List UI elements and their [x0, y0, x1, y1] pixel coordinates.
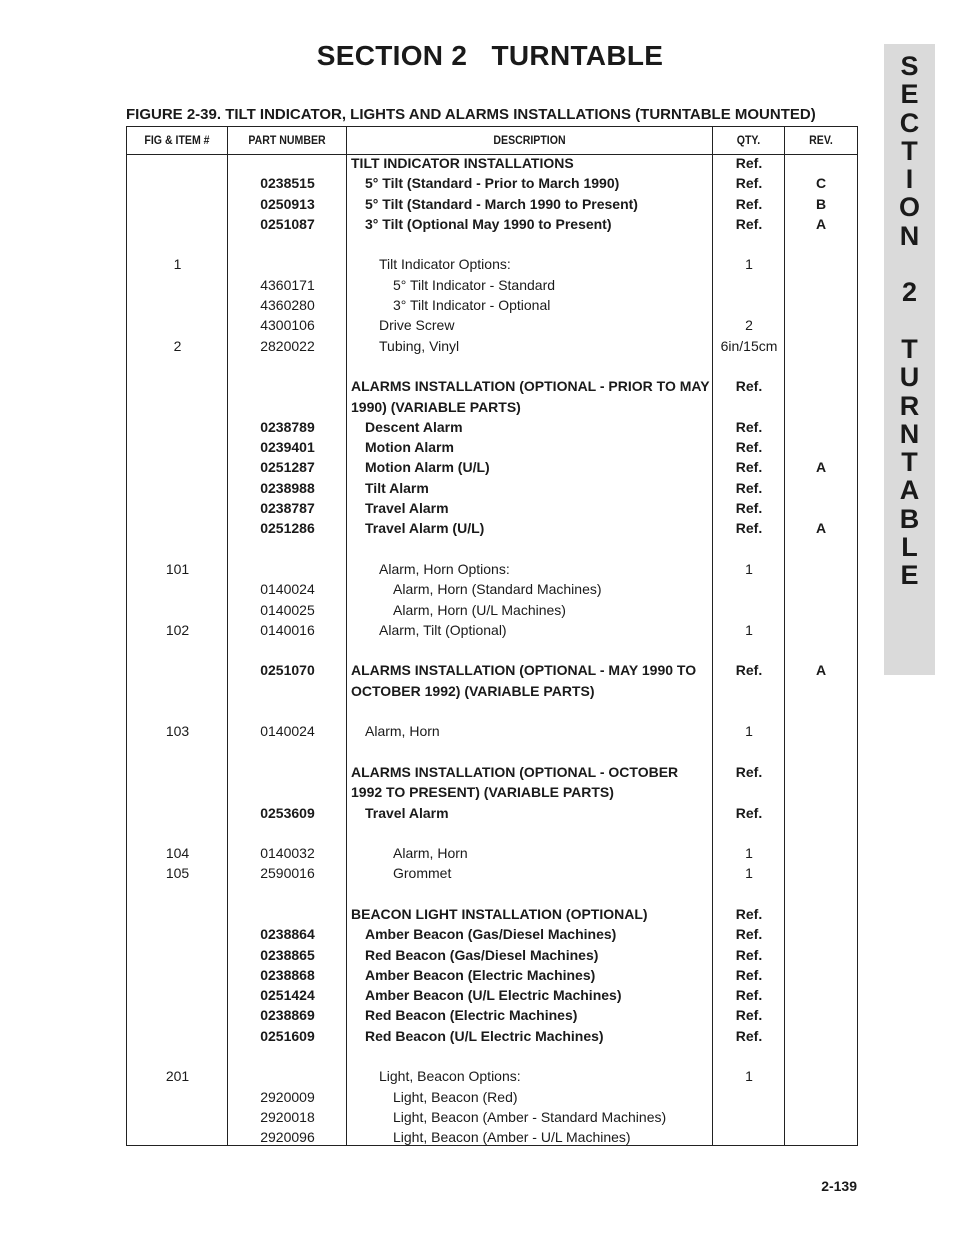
part-number-cell: 0140016 [260, 621, 315, 638]
description-cell: Tilt Indicator Options: [379, 256, 511, 273]
part-number-cell: 0238864 [260, 926, 315, 943]
side-tab-letter: 2 [901, 277, 918, 308]
qty-cell: Ref. [735, 1007, 763, 1024]
description-cell: Red Beacon (Electric Machines) [365, 1007, 578, 1024]
section-side-tab [884, 44, 935, 675]
fig-item-cell: 103 [165, 723, 190, 740]
side-tab-letter: C [899, 107, 920, 138]
table-row [127, 216, 857, 236]
fig-item-cell: 105 [165, 865, 190, 882]
table-row [127, 926, 857, 946]
header-description: DESCRIPTION [493, 133, 566, 147]
description-cell: Alarm, Horn [365, 723, 440, 740]
description-cell: Alarm, Tilt (Optional) [379, 621, 507, 638]
table-row [127, 906, 857, 926]
part-number-cell: 2590016 [260, 865, 315, 882]
part-number-cell: 2920018 [260, 1108, 315, 1125]
qty-cell: Ref. [735, 500, 763, 517]
qty-cell: Ref. [735, 479, 763, 496]
qty-cell: Ref. [735, 987, 763, 1004]
table-row [127, 1089, 857, 1109]
description-cell: 3° Tilt (Optional May 1990 to Present) [365, 215, 612, 232]
table-row [127, 784, 857, 804]
side-tab-letter: A [899, 475, 920, 506]
table-row [127, 236, 857, 256]
table-row [127, 865, 857, 885]
qty-cell: 1 [745, 723, 753, 740]
table-row [127, 520, 857, 540]
table-row [127, 602, 857, 622]
table-row [127, 277, 857, 297]
table-row [127, 1068, 857, 1088]
part-number-cell: 0253609 [260, 804, 315, 821]
side-tab-letter: E [900, 560, 919, 591]
description-cell: ALARMS INSTALLATION (OPTIONAL - OCTOBER [351, 763, 679, 780]
description-cell: Travel Alarm [365, 804, 449, 821]
rev-cell: A [815, 520, 827, 537]
table-row [127, 480, 857, 500]
part-number-cell: 0251087 [260, 215, 315, 232]
side-tab-letter: E [900, 79, 919, 110]
table-row [127, 1028, 857, 1048]
part-number-cell: 4300106 [260, 317, 315, 334]
qty-cell: 1 [745, 845, 753, 862]
qty-cell: Ref. [735, 459, 763, 476]
description-cell: Alarm, Horn (U/L Machines) [393, 601, 566, 618]
description-cell: Alarm, Horn [393, 845, 468, 862]
description-cell: Motion Alarm (U/L) [365, 459, 490, 476]
fig-item-cell: 201 [165, 1068, 190, 1085]
part-number-cell: 0251424 [260, 987, 315, 1004]
table-row [127, 622, 857, 642]
description-cell: Tubing, Vinyl [379, 337, 460, 354]
table-row [127, 805, 857, 825]
description-cell: Amber Beacon (Electric Machines) [365, 966, 596, 983]
part-number-cell: 0250913 [260, 195, 315, 212]
side-tab-letter: T [901, 135, 918, 166]
side-tab-letter: N [899, 220, 920, 251]
part-number-cell: 0251609 [260, 1027, 315, 1044]
table-row [127, 581, 857, 601]
side-tab-letter: L [901, 532, 918, 563]
part-number-cell: 2920009 [260, 1088, 315, 1105]
side-tab-letter: T [901, 447, 918, 478]
qty-cell: 1 [745, 560, 753, 577]
side-tab-letter: R [899, 390, 920, 421]
description-cell: 1990) (VARIABLE PARTS) [351, 398, 521, 415]
part-number-cell: 0238787 [260, 500, 315, 517]
qty-cell: Ref. [735, 175, 763, 192]
description-cell: Amber Beacon (U/L Electric Machines) [365, 987, 622, 1004]
description-cell: 1992 TO PRESENT) (VARIABLE PARTS) [351, 784, 614, 801]
description-cell: Travel Alarm (U/L) [365, 520, 485, 537]
description-cell: Descent Alarm [365, 418, 463, 435]
description-cell: Amber Beacon (Gas/Diesel Machines) [365, 926, 617, 943]
table-row [127, 358, 857, 378]
table-body [127, 155, 857, 1150]
table-row [127, 703, 857, 723]
part-number-cell: 0140024 [260, 723, 315, 740]
part-number-cell: 0238865 [260, 946, 315, 963]
table-row [127, 459, 857, 479]
table-row [127, 723, 857, 743]
table-row [127, 378, 857, 398]
part-number-cell: 0140024 [260, 581, 315, 598]
rev-cell: A [815, 662, 827, 679]
part-number-cell: 2920096 [260, 1129, 315, 1146]
table-row [127, 825, 857, 845]
part-number-cell: 0238868 [260, 966, 315, 983]
table-row [127, 317, 857, 337]
table-row [127, 175, 857, 195]
description-cell: Light, Beacon (Amber - Standard Machines) [393, 1108, 667, 1125]
table-row [127, 1007, 857, 1027]
table-row [127, 1129, 857, 1149]
qty-cell: Ref. [735, 946, 763, 963]
part-number-cell: 0140025 [260, 601, 315, 618]
side-tab-letter: N [899, 418, 920, 449]
qty-cell: 6in/15cm [720, 337, 778, 354]
description-cell: 5° Tilt Indicator - Standard [393, 276, 556, 293]
part-number-cell: 4360171 [260, 276, 315, 293]
table-row [127, 1048, 857, 1068]
side-tab-letter: I [905, 164, 914, 195]
table-row [127, 561, 857, 581]
parts-table [126, 126, 858, 1146]
description-cell: Drive Screw [379, 317, 455, 334]
table-row [127, 399, 857, 419]
table-row [127, 987, 857, 1007]
part-number-cell: 0238988 [260, 479, 315, 496]
part-number-cell: 4360280 [260, 297, 315, 314]
fig-item-cell: 1 [173, 256, 182, 273]
table-row [127, 256, 857, 276]
table-row [127, 683, 857, 703]
description-cell: 5° Tilt (Standard - Prior to March 1990) [365, 175, 620, 192]
description-cell: 3° Tilt Indicator - Optional [393, 297, 551, 314]
description-cell: Travel Alarm [365, 500, 449, 517]
description-cell: Tilt Alarm [365, 479, 429, 496]
qty-cell: Ref. [735, 905, 763, 922]
qty-cell: Ref. [735, 966, 763, 983]
qty-cell: 1 [745, 1068, 753, 1085]
qty-cell: Ref. [735, 926, 763, 943]
side-tab-letter: O [898, 192, 920, 223]
qty-cell: 1 [745, 256, 753, 273]
table-row [127, 967, 857, 987]
header-part-number: PART NUMBER [248, 133, 326, 147]
table-row [127, 338, 857, 358]
part-number-cell: 0238869 [260, 1007, 315, 1024]
qty-cell: Ref. [735, 439, 763, 456]
table-row [127, 500, 857, 520]
fig-item-cell: 102 [165, 621, 190, 638]
table-row [127, 744, 857, 764]
fig-item-cell: 101 [165, 560, 190, 577]
description-cell: Red Beacon (U/L Electric Machines) [365, 1027, 604, 1044]
rev-cell: B [815, 195, 827, 212]
qty-cell: Ref. [735, 1027, 763, 1044]
description-cell: BEACON LIGHT INSTALLATION (OPTIONAL) [351, 905, 648, 922]
description-cell: 5° Tilt (Standard - March 1990 to Present) [365, 195, 638, 212]
part-number-cell: 0239401 [260, 439, 315, 456]
part-number-cell: 0251286 [260, 520, 315, 537]
header-qty: QTY. [736, 133, 761, 147]
qty-cell: 1 [745, 621, 753, 638]
table-row [127, 845, 857, 865]
header-rev: REV. [809, 133, 833, 147]
table-row [127, 886, 857, 906]
table-row [127, 1109, 857, 1129]
qty-cell: Ref. [735, 763, 763, 780]
table-row [127, 196, 857, 216]
page-number: 2-139 [821, 1178, 857, 1194]
description-cell: ALARMS INSTALLATION (OPTIONAL - PRIOR TO MAY [351, 378, 710, 395]
part-number-cell: 0238789 [260, 418, 315, 435]
table-row [127, 541, 857, 561]
side-tab-letter: B [899, 503, 920, 534]
qty-cell: Ref. [735, 520, 763, 537]
description-cell: ALARMS INSTALLATION (OPTIONAL - MAY 1990 TO [351, 662, 697, 679]
part-number-cell: 0251070 [260, 662, 315, 679]
qty-cell: Ref. [735, 662, 763, 679]
qty-cell: Ref. [735, 155, 763, 171]
figure-caption: FIGURE 2-39. TILT INDICATOR, LIGHTS AND ALARMS INSTALLATIONS (TURNTABLE MOUNTED) [126, 106, 816, 123]
fig-item-cell: 104 [165, 845, 190, 862]
side-tab-letter: T [901, 333, 918, 364]
rev-cell: A [815, 459, 827, 476]
qty-cell: Ref. [735, 418, 763, 435]
table-row [127, 297, 857, 317]
qty-cell: Ref. [735, 215, 763, 232]
description-cell: Light, Beacon (Red) [393, 1088, 518, 1105]
qty-cell: Ref. [735, 195, 763, 212]
rev-cell: C [815, 175, 827, 192]
table-row [127, 947, 857, 967]
table-row [127, 439, 857, 459]
side-tab-letter [884, 307, 935, 335]
description-cell: Alarm, Horn Options: [379, 560, 510, 577]
fig-item-cell: 2 [173, 337, 182, 354]
qty-cell: 1 [745, 865, 753, 882]
part-number-cell: 0251287 [260, 459, 315, 476]
description-cell: TILT INDICATOR INSTALLATIONS [351, 155, 574, 171]
table-row [127, 155, 857, 175]
qty-cell: 2 [745, 317, 753, 334]
table-row [127, 764, 857, 784]
table-row [127, 662, 857, 682]
description-cell: Motion Alarm [365, 439, 454, 456]
description-cell: OCTOBER 1992) (VARIABLE PARTS) [351, 682, 595, 699]
description-cell: Grommet [393, 865, 452, 882]
description-cell: Alarm, Horn (Standard Machines) [393, 581, 602, 598]
table-row [127, 642, 857, 662]
table-row [127, 419, 857, 439]
part-number-cell: 0140032 [260, 845, 315, 862]
side-tab-letter: U [899, 362, 920, 393]
description-cell: Light, Beacon Options: [379, 1068, 521, 1085]
part-number-cell: 0238515 [260, 175, 315, 192]
page-title: SECTION 2 TURNTABLE [316, 40, 664, 71]
part-number-cell: 2820022 [260, 337, 315, 354]
qty-cell: Ref. [735, 378, 763, 395]
qty-cell: Ref. [735, 804, 763, 821]
side-tab-letter [884, 250, 935, 278]
side-tab-letter: S [900, 51, 919, 81]
description-cell: Red Beacon (Gas/Diesel Machines) [365, 946, 599, 963]
rev-cell: A [815, 215, 827, 232]
header-fig-item: FIG & ITEM # [144, 133, 210, 147]
description-cell: Light, Beacon (Amber - U/L Machines) [393, 1129, 631, 1146]
